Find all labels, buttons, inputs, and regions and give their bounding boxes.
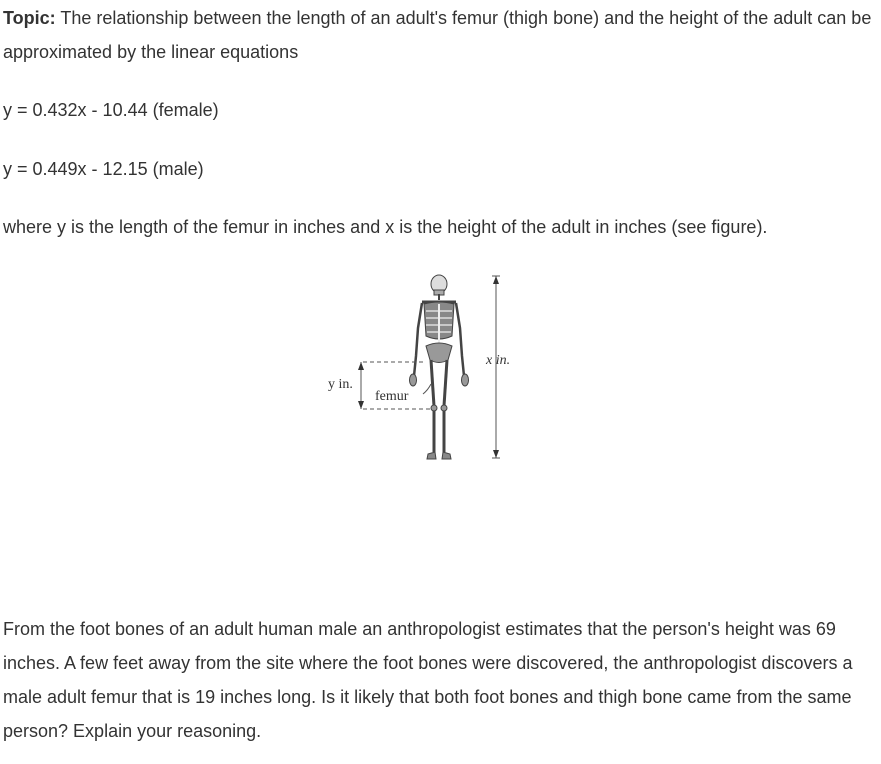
x-label: x in. bbox=[486, 353, 511, 368]
y-label: y in. bbox=[328, 377, 353, 392]
variable-definition: where y is the length of the femur in inches and x is the height of the adult in inches (see figure). bbox=[3, 217, 768, 237]
skeleton-icon bbox=[410, 275, 469, 459]
skeleton-diagram bbox=[318, 266, 528, 466]
female-equation: y = 0.432x - 10.44 (female) bbox=[3, 100, 219, 120]
male-equation: y = 0.449x - 12.15 (male) bbox=[3, 159, 204, 179]
topic-label: Topic: bbox=[3, 8, 56, 28]
skeleton-figure bbox=[318, 266, 528, 466]
question-paragraph: From the foot bones of an adult human male an anthropologist estimates that the person's height was 69 inches. A few feet away from the site where the foot bones were discovered, the anthropologist discovers a male adult femur that is 19 inches long. Is it likely that both foot bones and thigh bone came from the same person? Explain your reasoning. bbox=[3, 619, 853, 741]
topic-paragraph bbox=[3, 1, 879, 69]
femur-label: femur bbox=[375, 389, 409, 404]
topic-text: The relationship between the length of an adult's femur (thigh bone) and the height of the adult can be approximated by the linear equations bbox=[3, 8, 872, 62]
